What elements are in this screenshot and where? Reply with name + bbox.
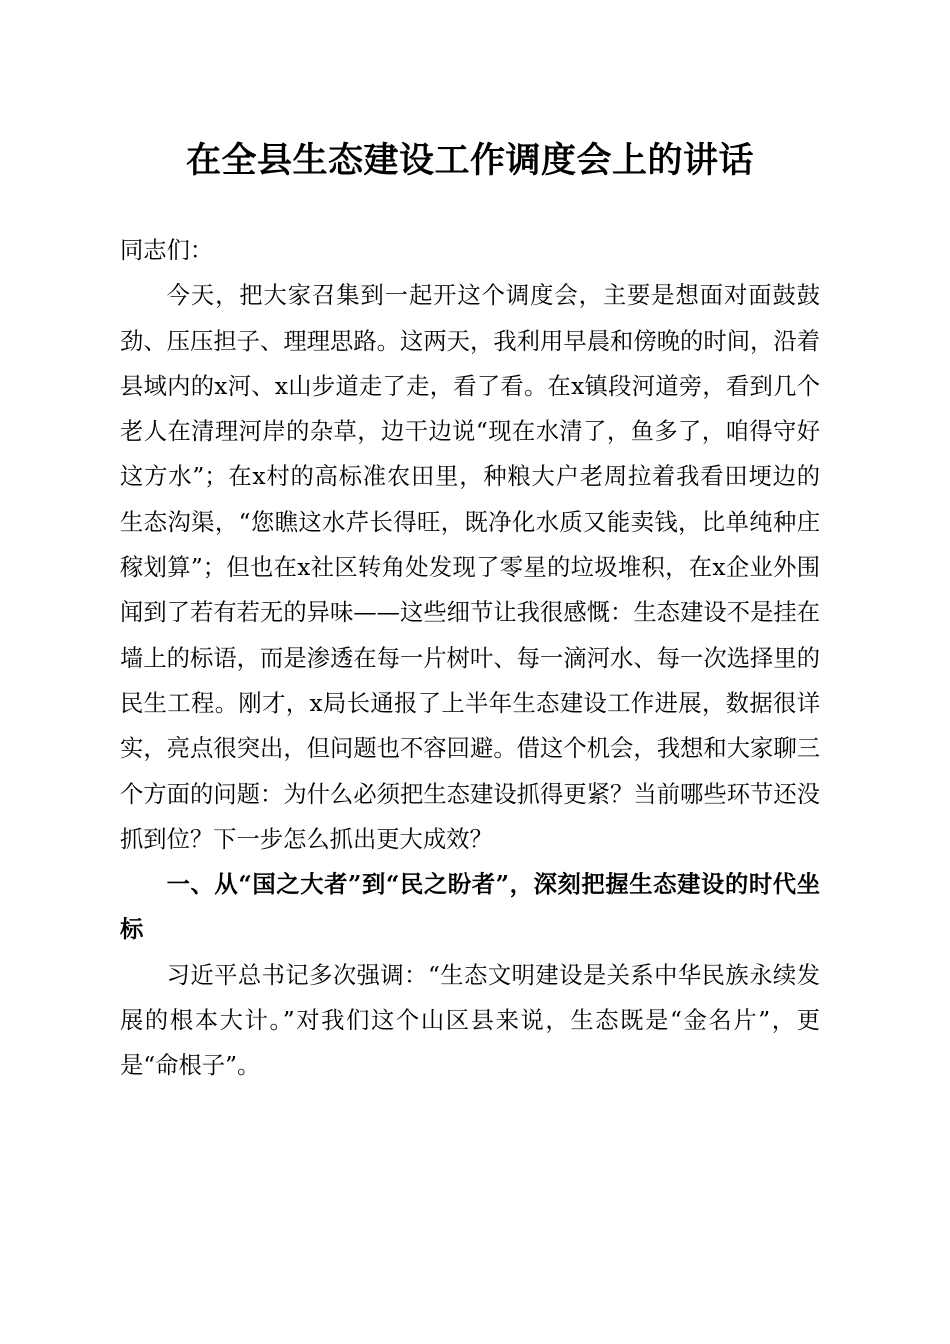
opening-paragraph: 今天，把大家召集到一起开这个调度会，主要是想面对面鼓鼓劲、压压担子、理理思路。这两天，我利用早晨和傍晚的时间，沿着县域内的x河、x山步道走了走，看了看。在x镇段河道旁，看到几个老人在清理河岸的杂草，边干边说“现在水清了，鱼多了，咱得守好这方水”；在x村的高标准农田里，种粮大户老周拉着我看田埂边的生态沟渠，“您瞧这水芹长得旺，既净化水质又能卖钱，比单纯种庄稼划算”；但也在x社区转角处发现了零星的垃圾堆积，在x企业外围闻到了若有若无的异味——这些细节让我很感慨：生态建设不是挂在墙上的标语，而是渗透在每一片树叶、每一滴河水、每一次选择里的民生工程。刚才，x局长通报了上半年生态建设工作进展，数据很详实，亮点很突出，但问题也不容回避。借这个机会，我想和大家聊三个方面的问题：为什么必须把生态建设抓得更紧？当前哪些环节还没抓到位？下一步怎么抓出更大成效？ xyxy=(120,282,820,853)
section-paragraph: 习近平总书记多次强调：“生态文明建设是关系中华民族永续发展的根本大计。”对我们这个山区县来说，生态既是“金名片”，更是“命根子”。 xyxy=(120,961,820,1080)
section-heading: 一、从“国之大者”到“民之盼者”，深刻把握生态建设的时代坐标 xyxy=(120,871,820,944)
document-body xyxy=(120,228,820,1089)
document-title: 在全县生态建设工作调度会上的讲话 xyxy=(185,140,754,181)
salutation: 同志们： xyxy=(120,237,214,264)
